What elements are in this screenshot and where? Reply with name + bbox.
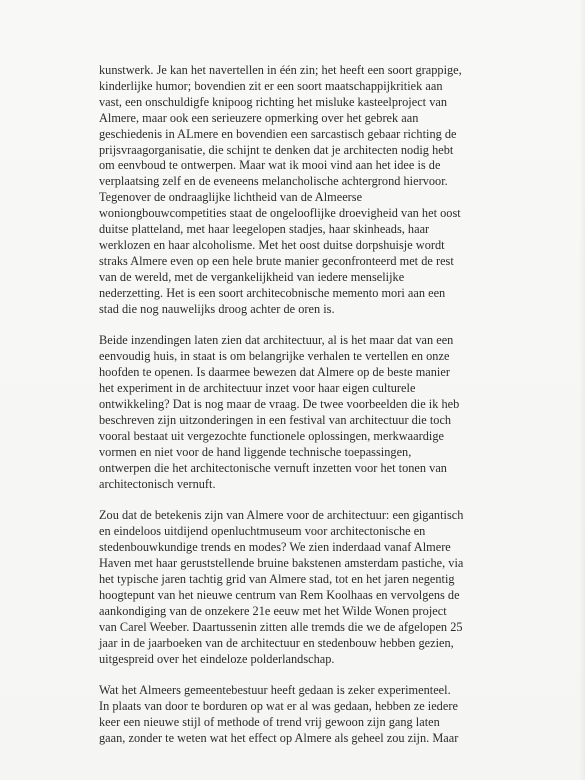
text-line: stedenbouwkundige trends en modes? We zien inderdaad vanaf Almere: [99, 540, 451, 555]
text-line: Almere, maar ook een serieuzere opmerking over het gebrek aan: [99, 110, 419, 125]
paragraph-2: [99, 333, 539, 492]
text-line: In plaats van door te borduren op wat er al was gedaan, hebben ze iedere: [99, 699, 458, 714]
text-line: beschreven zijn uitzonderingen in een festival van architectuur die toch: [99, 412, 452, 427]
text-line: van de wereld, met de vergankelijkheid van iedere menselijke: [99, 269, 405, 284]
text-line: eenvoudig huis, in staat is om belangrijke verhalen te vertellen en onze: [99, 349, 450, 364]
text-line: hoofden te openen. Is daarmee bewezen dat Almere op de beste manier: [99, 365, 450, 380]
text-line: aankondiging van de onzekere 21e eeuw met het Wilde Wonen project: [99, 603, 447, 618]
text-line: en eindeloos uitdijend openluchtmuseum voor architectonische en: [99, 524, 426, 539]
text-line: vormen en niet voor de hand liggende technische toepassingen,: [99, 444, 412, 459]
text-line: stad die nog nauwelijks droog achter de oren is.: [99, 301, 335, 316]
text-line: Haven met haar geruststellende bruine bakstenen amsterdam pastiche, via: [99, 556, 464, 571]
text-line: Tegenover de ondraaglijke lichtheid van de Almeerse: [99, 190, 363, 205]
text-line: prijsvraagorganisatie, die schijnt te denken dat je architecten nodig hebt: [99, 142, 454, 157]
paragraph-1: [99, 63, 539, 318]
text-line: vast, een onschuldigfe knipoog richting het misluke kasteelproject van: [99, 94, 448, 109]
text-line: jaar in de jaarboeken van de architectuur en stedenbouw hebben gezien,: [99, 635, 454, 650]
text-line: werklozen en haar alcoholisme. Met het oost duitse dorpshuisje wordt: [99, 237, 445, 252]
text-line: straks Almere even op een hele brute manier geconfronteerd met de rest: [99, 253, 454, 268]
text-line: kinderlijke humor; bovendien zit er een soort maatschappijkritiek aan: [99, 78, 443, 93]
text-line: woniongbouwcompetities staat de ongelooflijke droevigheid van het oost: [99, 206, 461, 221]
text-line: kunstwerk. Je kan het navertellen in één zin; het heeft een soort grappige,: [99, 63, 462, 77]
text-line: geschiedenis in ALmere en bovendien een sarcastisch gebaar richting de: [99, 126, 457, 141]
text-line: nederzetting. Het is een soort architecobnische memento mori aan een: [99, 285, 446, 300]
text-line: gaan, zonder te weten wat het effect op Almere als geheel zou zijn. Maar: [99, 731, 459, 746]
text-line: van Carel Weeber. Daartussenin zitten alle tremds die we de afgelopen 25: [99, 619, 463, 634]
text-line: keer een nieuwe stijl of methode of trend vrij gewoon zijn gang laten: [99, 715, 440, 730]
body-text: [99, 63, 539, 763]
text-line: hoogtepunt van het nieuwe centrum van Rem Koolhaas en vervolgens de: [99, 587, 460, 602]
paragraph-4: [99, 683, 539, 747]
text-line: vooral bestaat uit vergezochte functionele oplossingen, merkwaardige: [99, 428, 444, 443]
text-line: het experiment in de architectuur inzet voor haar eigen culturele: [99, 381, 416, 396]
text-line: architectonisch vernuft.: [99, 476, 216, 491]
text-line: uitgespreid over het eindeloze polderlandschap.: [99, 651, 335, 666]
text-line: het typische jaren tachtig grid van Almere stad, tot en het jaren negentig: [99, 571, 455, 586]
text-line: ontwikkeling? Dat is nog maar de vraag. De twee voorbeelden die ik heb: [99, 397, 460, 412]
text-line: ontwerpen die het architectonische vernuft inzetten voor het tonen van: [99, 460, 447, 475]
text-line: duitse platteland, met haar leegelopen stadjes, haar skinheads, haar: [99, 222, 430, 237]
text-line: verplaatsing zelf en de eveneens melancholische achtergrond hiervoor.: [99, 174, 448, 189]
text-line: Wat het Almeers gemeentebestuur heeft gedaan is zeker experimenteel.: [99, 683, 451, 698]
text-line: Zou dat de betekenis zijn van Almere voor de architectuur: een gigantisch: [99, 508, 464, 523]
paragraph-3: [99, 508, 539, 667]
text-line: om eenvboud te ontwerpen. Maar wat ik mooi vind aan het idee is de: [99, 158, 441, 173]
text-line: Beide inzendingen laten zien dat architectuur, al is het maar dat van een: [99, 333, 454, 348]
